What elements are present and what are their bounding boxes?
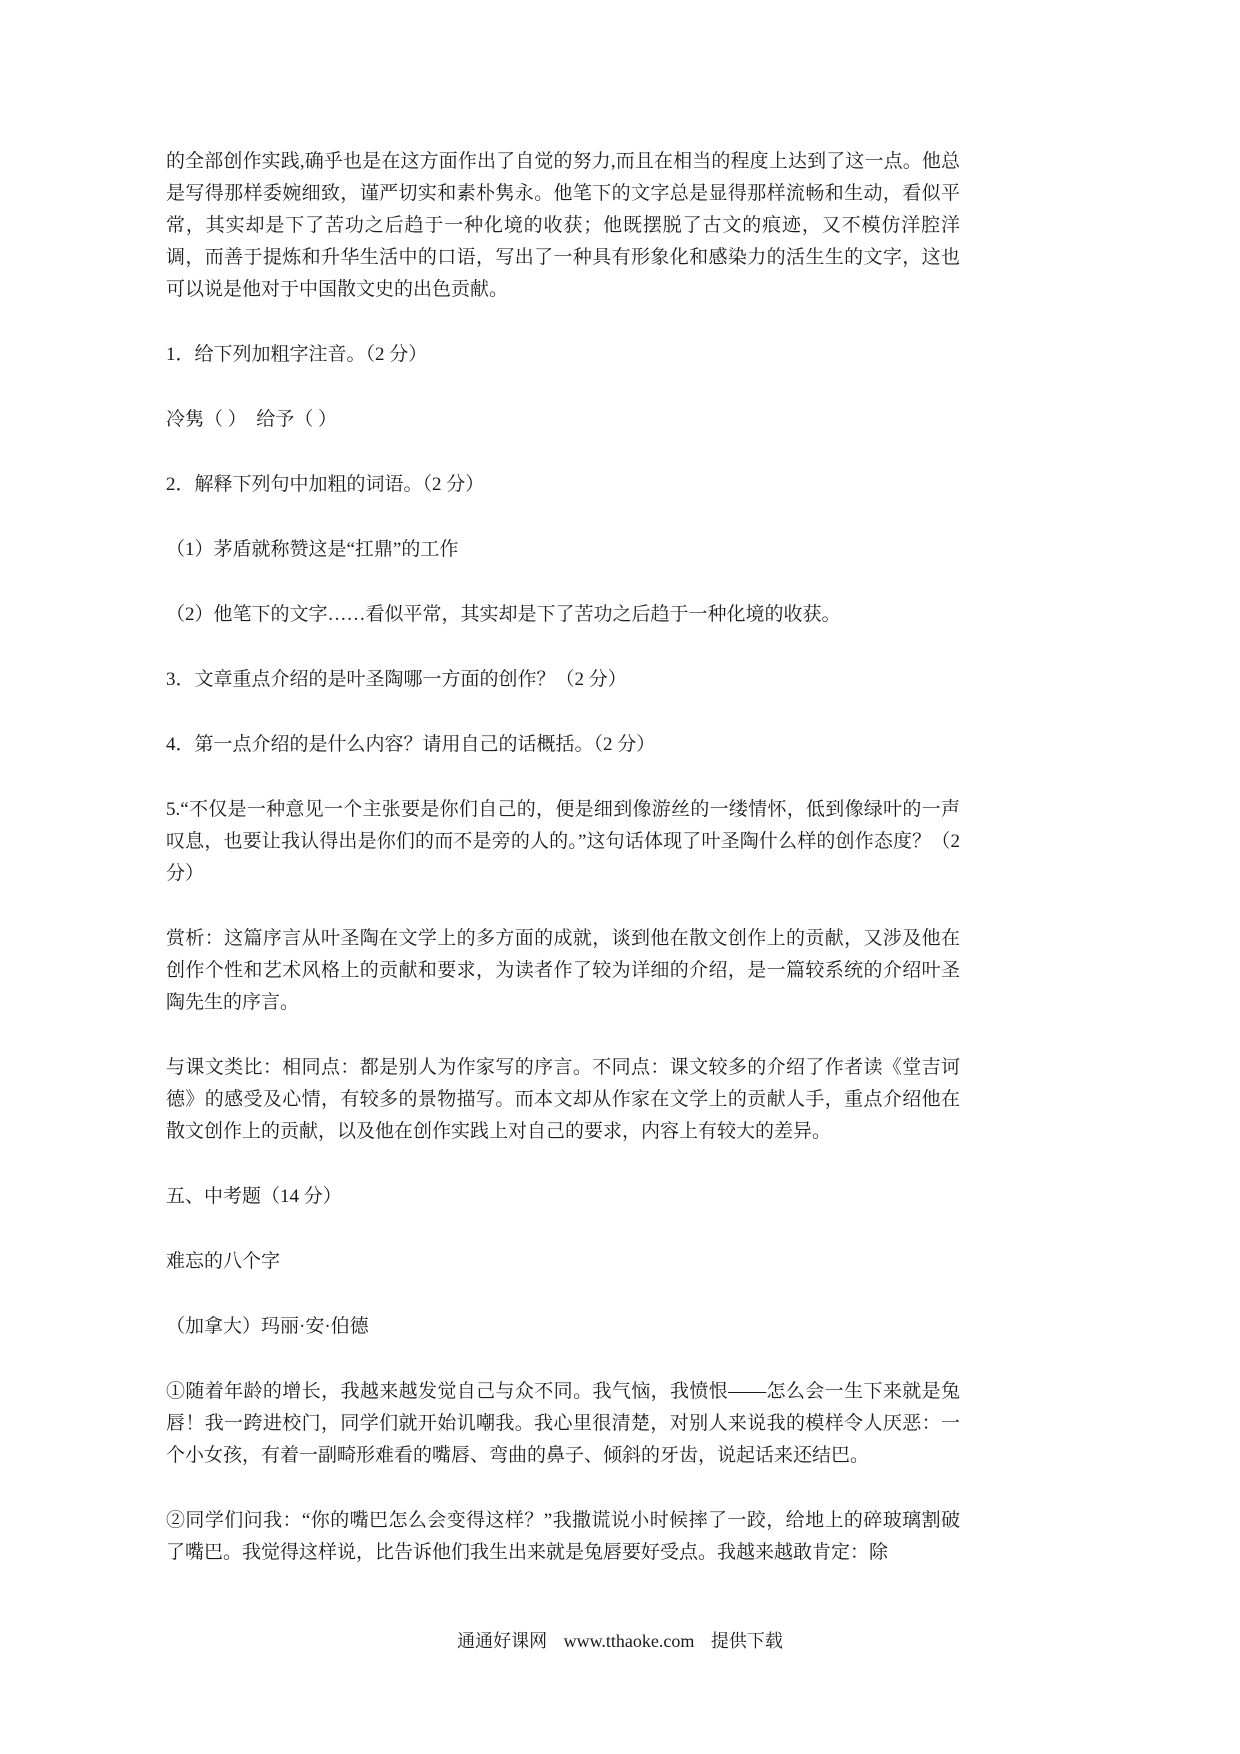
- comparison-paragraph: 与课文类比：相同点：都是别人为作家写的序言。不同点：课文较多的介绍了作者读《堂吉诃德》的感受及心情，有较多的景物描写。而本文却从作家在文学上的贡献人手，重点介绍他在散文创作上的贡献，以及他在创作实践上对自己的要求，内容上有较大的差异。: [166, 1057, 960, 1142]
- question-4: 4．第一点介绍的是什么内容？请用自己的话概括。（2 分）: [166, 734, 656, 755]
- pinyin-blank-line: 冷隽（ ） 给予（ ）: [166, 409, 338, 430]
- footer-url: www.tthaoke.com: [563, 1631, 695, 1651]
- passage-paragraph-1: ①随着年龄的增长，我越来越发觉自己与众不同。我气恼，我愤恨——怎么会一生下来就是兔唇！我一跨进校门，同学们就开始讥嘲我。我心里很清楚，对别人来说我的模样令人厌恶：一个小女孩，有着一副畸形难看的嘴唇、弯曲的鼻子、倾斜的牙齿，说起话来还结巴。: [166, 1381, 960, 1466]
- question-5: 5.“不仅是一种意见一个主张要是你们自己的，便是细到像游丝的一缕情怀，低到像绿叶的一声叹息，也要让我认得出是你们的而不是旁的人的。”这句话体现了叶圣陶什么样的创作态度？（2 分）: [166, 799, 965, 884]
- question-1: 1．给下列加粗字注音。（2 分）: [166, 344, 428, 365]
- analysis-paragraph: 赏析：这篇序言从叶圣陶在文学上的多方面的成就，谈到他在散文创作上的贡献，又涉及他在创作个性和艺术风格上的贡献和要求，为读者作了较为详细的介绍，是一篇较系统的介绍叶圣陶先生的序言。: [166, 928, 960, 1013]
- question-2-item-2: （2）他笔下的文字……看似平常，其实却是下了苦功之后趋于一种化境的收获。: [166, 604, 841, 625]
- passage-paragraph-2: ②同学们问我：“你的嘴巴怎么会变得这样？”我撒谎说小时候摔了一跤，给地上的碎玻璃割破了嘴巴。我觉得这样说，比告诉他们我生出来就是兔唇要好受点。我越来越敢肯定：除: [166, 1510, 960, 1563]
- passage-title: 难忘的八个字: [166, 1251, 281, 1272]
- question-2-item-1: （1）茅盾就称赞这是“扛鼎”的工作: [166, 539, 459, 560]
- footer-suffix: 提供下载: [710, 1631, 783, 1651]
- passage-author: （加拿大）玛丽·安·伯德: [166, 1316, 369, 1337]
- section-heading-exam: 五、中考题（14 分）: [166, 1186, 342, 1207]
- question-2: 2．解释下列句中加粗的词语。（2 分）: [166, 474, 485, 495]
- question-3: 3．文章重点介绍的是叶圣陶哪一方面的创作？（2 分）: [166, 669, 627, 690]
- page-footer: [0, 1628, 1240, 1654]
- footer-site-name: 通通好课网: [457, 1631, 548, 1651]
- intro-paragraph: 的全部创作实践,确乎也是在这方面作出了自觉的努力,而且在相当的程度上达到了这一点。他总是写得那样委婉细致，谨严切实和素朴隽永。他笔下的文字总是显得那样流畅和生动，看似平常，其实却是下了苦功之后趋于一种化境的收获；他既摆脱了古文的痕迹，又不模仿洋腔洋调，而善于提炼和升华生活中的口语，写出了一种具有形象化和感染力的活生生的文字，这也可以说是他对于中国散文史的出色贡献。: [166, 151, 960, 300]
